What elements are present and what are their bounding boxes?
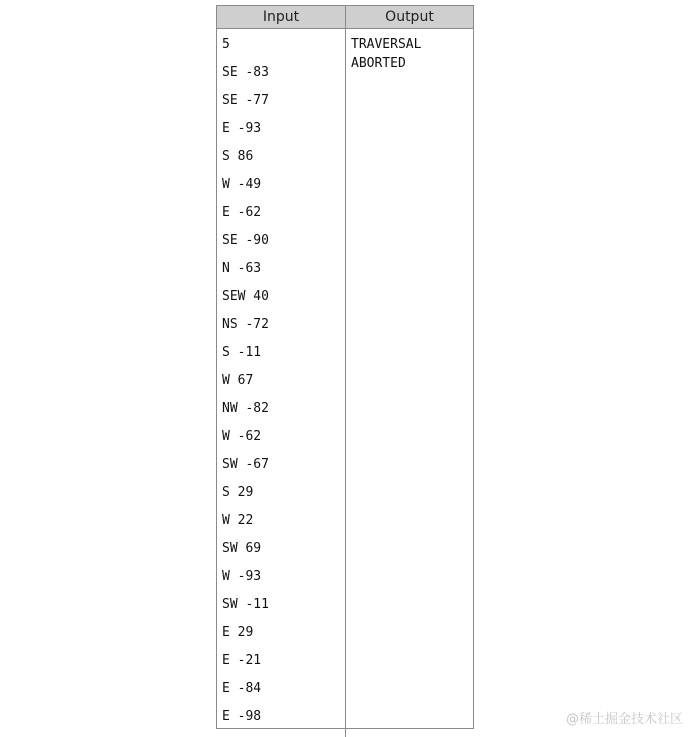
- input-line: W 67: [222, 373, 254, 388]
- input-line: SE -77: [222, 93, 269, 108]
- input-column: [217, 29, 346, 737]
- input-line: E -62: [222, 205, 262, 220]
- input-line: E -98: [222, 709, 262, 724]
- io-table: [216, 5, 474, 729]
- input-line: S 86: [222, 149, 254, 164]
- input-line: E -84: [222, 681, 262, 696]
- input-line: SW -11: [222, 597, 269, 612]
- output-column: [346, 29, 473, 737]
- input-line: SW -67: [222, 457, 269, 472]
- watermark-text: @稀土掘金技术社区: [565, 712, 683, 727]
- input-line: W 22: [222, 513, 254, 528]
- output-column-header: Output: [346, 6, 473, 29]
- input-line: 5: [222, 37, 230, 52]
- input-line: E 29: [222, 625, 254, 640]
- input-line: SE -83: [222, 65, 269, 80]
- input-line: NW -82: [222, 401, 269, 416]
- input-line: S -11: [222, 345, 262, 360]
- input-column-header: Input: [217, 6, 346, 29]
- input-line: NS -72: [222, 317, 269, 332]
- input-line: SE -90: [222, 233, 269, 248]
- input-line: E -93: [222, 121, 262, 136]
- input-line: SW 69: [222, 541, 262, 556]
- input-line: N -63: [222, 261, 262, 276]
- input-line: W -49: [222, 177, 262, 192]
- output-line: ABORTED: [351, 56, 406, 71]
- output-line: TRAVERSAL: [351, 37, 422, 52]
- input-line: E -21: [222, 653, 262, 668]
- input-line: W -93: [222, 569, 262, 584]
- input-line: W -62: [222, 429, 262, 444]
- input-line: S 29: [222, 485, 254, 500]
- input-line: SEW 40: [222, 289, 269, 304]
